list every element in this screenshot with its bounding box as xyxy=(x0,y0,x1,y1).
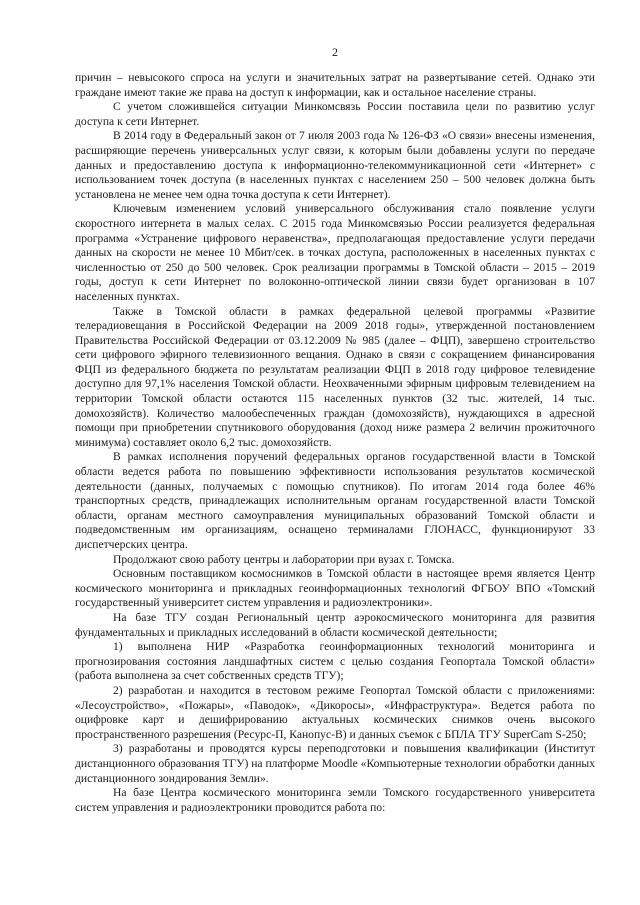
paragraph-8: Основным поставщиком космоснимков в Томской области в настоящее время является Центр космического мониторинга и прикладных геоинформационных технологий ФГБОУ ВПО «Томский государственный университет систем управления и радиоэлектроники». xyxy=(75,567,595,610)
paragraph-7: Продолжают свою работу центры и лаборатории при вузах г. Томска. xyxy=(113,552,455,566)
document-body xyxy=(75,71,595,815)
page-number: 2 xyxy=(332,45,338,59)
paragraph-4: Ключевым изменением условий универсального обслуживания стало появление услуги скоростного интернета в малых селах. С 2015 года Минкомсвязью России реализуется федеральная программа «Устранение цифрового неравенства», предполагающая предоставление услуги передачи данных на скорости не менее 10 Мбит/сек. в точках доступа, расположенных в населенных пунктах с численностью от 250 до 500 человек. Срок реализации программы в Томской области – 2015 – 2019 годы, доступ к сети Интернет по волоконно-оптической линии связи будет организован в 107 населенных пунктах. xyxy=(75,202,595,303)
paragraph-1: причин – невысокого спроса на услуги и значительных затрат на развертывание сетей. Однако эти граждане имеют такие же права на доступ к информации, как и остальное население страны. xyxy=(75,71,595,99)
paragraph-6: В рамках исполнения поручений федеральных органов государственной власти в Томской области ведется работа по повышению эффективности использования результатов космической деятельности (данных, получаемых с помощью спутников). По итогам 2014 года более 46% транспортных средств, принадлежащих исполнительным органам государственной власти Томской области, органам местного самоуправления муниципальных образований Томской области и подведомственным им организациям, оснащено терминалами ГЛОНАСС, функционируют 33 диспетчерских центра. xyxy=(75,450,595,551)
paragraph-10: 1) выполнена НИР «Разработка геоинформационных технологий мониторинга и прогнозирования состояния ландшафтных систем с целью создания Геопортала Томской области» (работа выполнена за счет собственных средств ТГУ); xyxy=(75,640,595,683)
paragraph-9: На базе ТГУ создан Региональный центр аэрокосмического мониторинга для развития фундаментальных и прикладных исследований в области космической деятельности; xyxy=(75,610,595,639)
paragraph-11: 2) разработан и находится в тестовом режиме Геопортал Томской области с приложениями: «Лесоустройство», «Пожары», «Паводок», «Дикоросы», «Инфраструктура». Ведется работа по оцифровке карт и дешифрированию актуальных космических снимков очень высокого пространственного разрешения (Ресурс-П, Канопус-В) и данных съемок с БПЛА ТГУ SuperCam S-250; xyxy=(75,683,595,741)
paragraph-5: Также в Томской области в рамках федеральной целевой программы «Развитие телерадиовещания в Российской Федерации на 2009 2018 годы», утвержденной постановлением Правительства Российской Федерации от 03.12.2009 № 985 (далее – ФЦП), завершено строительство сети цифрового эфирного телевизионного вещания. Однако в связи с сокращением финансирования ФЦП из федерального бюджета по результатам реализации ФЦП в 2018 году цифровое телевидение доступно для 97,1% населения Томской области. Неохваченными эфирным цифровым телевидением на территории Томской области остаются 115 населенных пунктов (32 тыс. жителей, 14 тыс. домохозяйств). Количество малообеспеченных граждан (домохозяйств), нуждающихся в адресной помощи при приобретении спутникового оборудования (доход ниже размера 2 величин прожиточного минимума) составляет около 6,2 тыс. домохозяйств. xyxy=(75,304,595,449)
paragraph-3: В 2014 году в Федеральный закон от 7 июля 2003 года № 126-ФЗ «О связи» внесены изменения, расширяющие перечень универсальных услуг связи, к которым были добавлены услуги по передаче данных и предоставлению доступа к информационно-телекоммуникационной сети «Интернет» с использованием точек доступа (в населенных пунктах с населением 250 – 500 человек должна быть установлена не менее чем одна точка доступа к сети Интернет). xyxy=(75,129,595,201)
paragraph-2: С учетом сложившейся ситуации Минкомсвязь России поставила цели по развитию услуг доступа к сети Интернет. xyxy=(75,100,595,128)
paragraph-13: На базе Центра космического мониторинга земли Томского государственного университета систем управления и радиоэлектроники проводится работа по: xyxy=(75,786,595,814)
paragraph-12: 3) разработаны и проводятся курсы переподготовки и повышения квалификации (Институт дистанционного образования ТГУ) на платформе Moodle «Компьютерные технологии обработки данных дистанционного зондирования Земли». xyxy=(75,742,595,785)
